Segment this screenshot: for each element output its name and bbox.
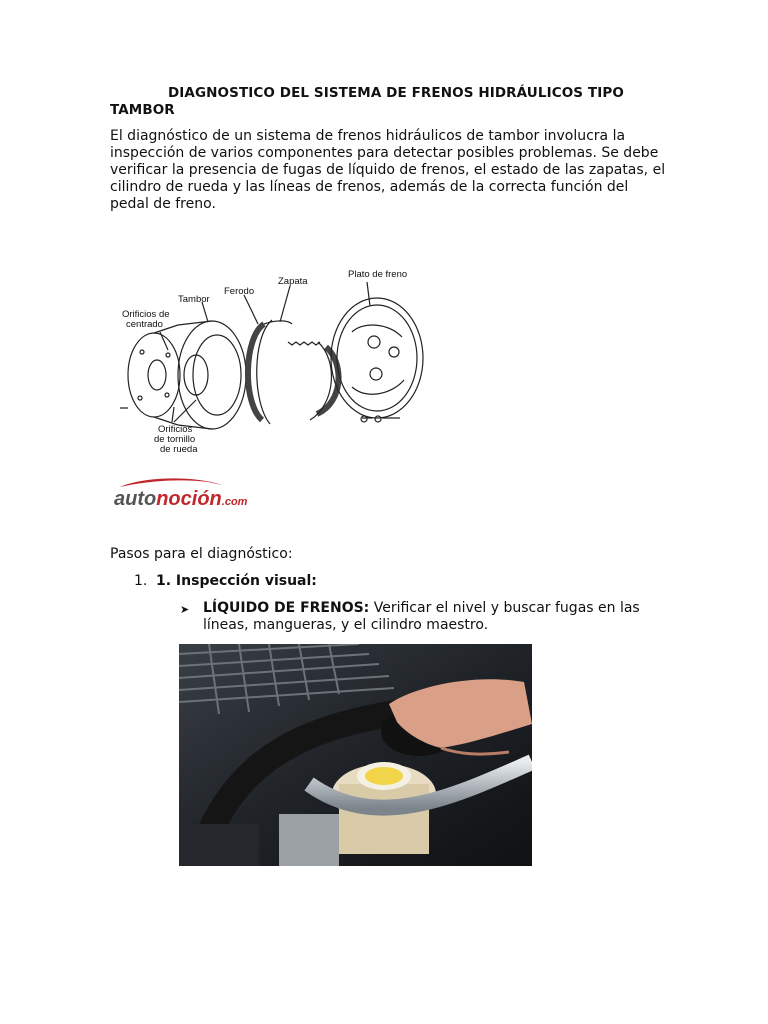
autonocion-logo [112,475,272,511]
step-1 [134,573,317,589]
label-orificios-tornillo-2: de tornillo [154,434,196,445]
label-plato-de-freno: Plato de freno [348,269,408,280]
arrow-bullet-icon: ➤ [180,603,190,616]
label-orificios-tornillo-3: de rueda [160,444,198,455]
bullet-continuation: líneas, mangueras, y el cilindro maestro. [203,617,489,633]
brake-fluid-reservoir-photo [179,644,532,866]
logo-part-nocion: noción [156,488,222,510]
step-1-label: 1. Inspección visual: [156,573,317,589]
label-ferodo: Ferodo [224,286,255,297]
intro-paragraph: El diagnóstico de un sistema de frenos hidráulicos de tambor involucra la inspección de varios componentes para detectar posibles problemas. Se debe verificar la presencia de fugas de líquido de frenos, el estado de las zapatas, el cilindro de rueda y las líneas de frenos, además de la correcta función del pedal de freno. [110,128,666,212]
step-1-number: 1. [134,573,148,589]
drum-brake-diagram [112,262,432,462]
label-orificios-centrado-1: Orificios de [122,309,170,320]
bullet-bold-label: LÍQUIDO DE FRENOS: [203,600,370,616]
bullet-liquido-frenos [180,600,660,634]
logo-part-com: .com [221,496,248,508]
bullet-text: Verificar el nivel y buscar fugas en las [369,600,640,616]
label-tambor: Tambor [178,294,210,305]
label-orificios-centrado-2: centrado [126,319,163,330]
logo-part-auto: auto [114,488,157,510]
steps-label: Pasos para el diagnóstico: [110,546,293,562]
label-orificios-tornillo-1: Orificios [158,424,193,435]
svg-text:autonoción.com [114,488,248,510]
label-zapata: Zapata [278,276,308,287]
document-title: DIAGNOSTICO DEL SISTEMA DE FRENOS HIDRÁULICOS TIPO TAMBOR [110,85,624,118]
